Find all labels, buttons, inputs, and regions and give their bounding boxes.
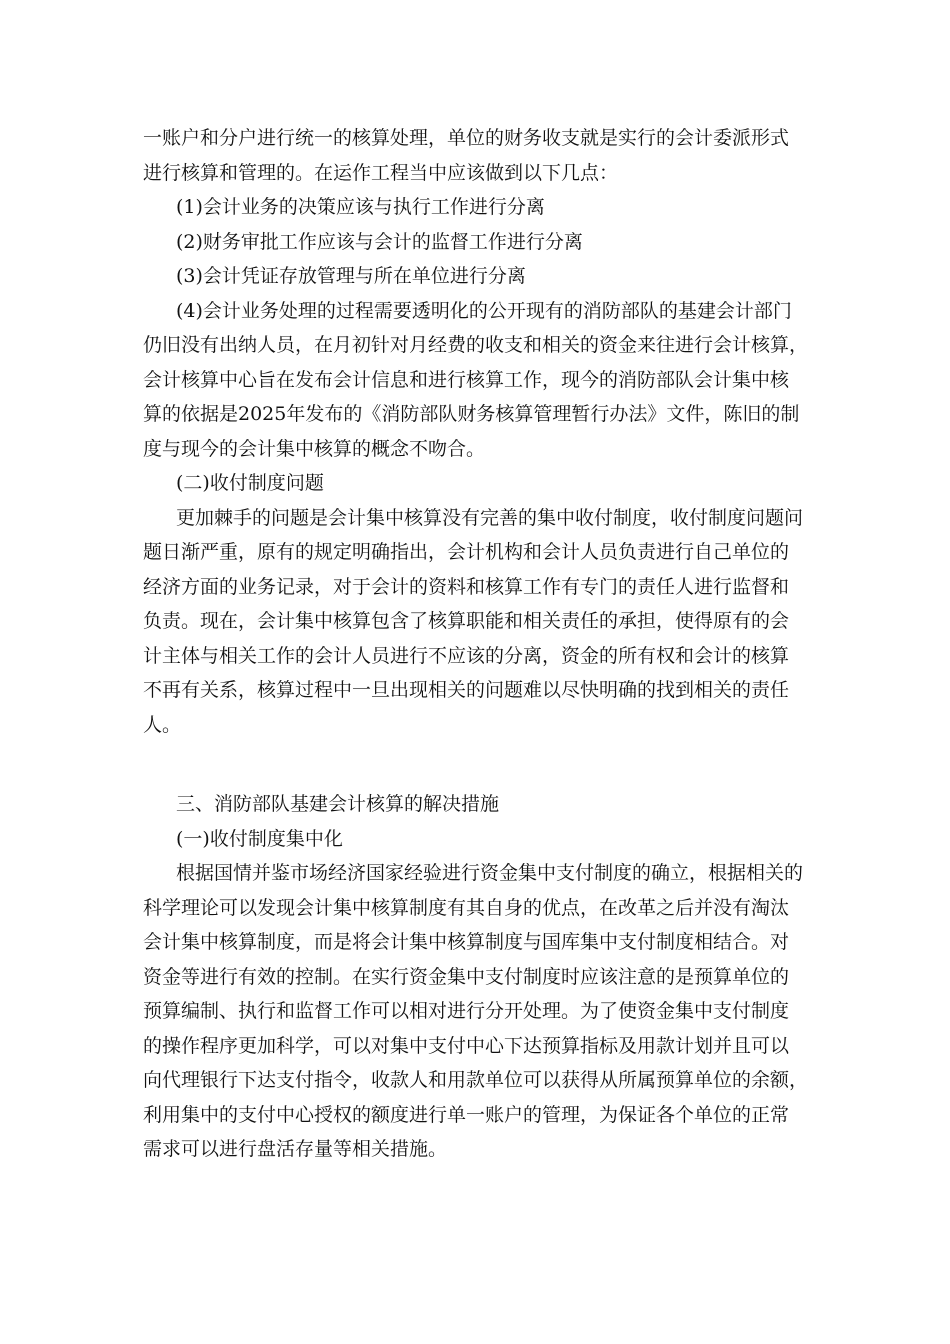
paragraph-line: 算的依据是2025年发布的《消防部队财务核算管理暂行办法》文件，陈旧的制 (143, 403, 800, 425)
paragraph-line: 科学理论可以发现会计集中核算制度有其自身的优点，在改革之后并没有淘汰 (143, 896, 790, 919)
paragraph-line: 计主体与相关工作的会计人员进行不应该的分离，资金的所有权和会计的核算 (143, 644, 790, 667)
paragraph-line: 一账户和分户进行统一的核算处理，单位的财务收支就是实行的会计委派形式 (143, 127, 790, 149)
list-item: (3)会计凭证存放管理与所在单位进行分离 (176, 265, 526, 287)
paragraph-line: 会计核算中心旨在发布会计信息和进行核算工作，现今的消防部队会计集中核 (143, 368, 790, 391)
list-item: (1)会计业务的决策应该与执行工作进行分离 (176, 196, 545, 218)
paragraph-line: 需求可以进行盘活存量等相关措施。 (143, 1138, 448, 1160)
paragraph-line: 进行核算和管理的。在运作工程当中应该做到以下几点： (143, 161, 619, 184)
paragraph-line: 度与现今的会计集中核算的概念不吻合。 (143, 437, 486, 460)
paragraph-line: 人。 (143, 713, 182, 736)
section-spacer (143, 742, 808, 787)
paragraph-line: 利用集中的支付中心授权的额度进行单一账户的管理，为保证各个单位的正常 (143, 1103, 790, 1126)
paragraph-line: 经济方面的业务记录，对于会计的资料和核算工作有专门的责任人进行监督和 (143, 575, 790, 598)
list-item: (2)财务审批工作应该与会计的监督工作进行分离 (176, 230, 583, 253)
paragraph-line: 向代理银行下达支付指令，收款人和用款单位可以获得从所属预算单位的余额， (143, 1069, 809, 1091)
paragraph-line: 预算编制、执行和监督工作可以相对进行分开处理。为了使资金集中支付制度 (143, 1000, 790, 1022)
paragraph-line: 根据国情并鉴市场经济国家经验进行资金集中支付制度的确立，根据相关的 (176, 862, 804, 884)
paragraph-line: 会计集中核算制度，而是将会计集中核算制度与国库集中支付制度相结合。对 (143, 931, 790, 953)
section-heading: 三、消防部队基建会计核算的解决措施 (176, 793, 500, 815)
paragraph-line: 的操作程序更加科学，可以对集中支付中心下达预算指标及用款计划并且可以 (143, 1034, 790, 1057)
subheading: (二)收付制度问题 (176, 472, 324, 494)
paragraph-line: 题日渐严重，原有的规定明确指出，会计机构和会计人员负责进行自己单位的 (143, 541, 790, 563)
subheading: (一)收付制度集中化 (176, 827, 343, 850)
paragraph-line: 仍旧没有出纳人员，在月初针对月经费的收支和相关的资金来往进行会计核算， (143, 334, 809, 356)
list-item: (4)会计业务处理的过程需要透明化的公开现有的消防部队的基建会计部门 (176, 299, 792, 322)
paragraph-line: 资金等进行有效的控制。在实行资金集中支付制度时应该注意的是预算单位的 (143, 965, 790, 988)
paragraph-line: 不再有关系，核算过程中一旦出现相关的问题难以尽快明确的找到相关的责任 (143, 679, 790, 701)
paragraph-line: 负责。现在，会计集中核算包含了核算职能和相关责任的承担，使得原有的会 (143, 610, 790, 632)
document-body (143, 121, 808, 1167)
paragraph-line: 更加棘手的问题是会计集中核算没有完善的集中收付制度，收付制度问题问 (176, 506, 804, 529)
